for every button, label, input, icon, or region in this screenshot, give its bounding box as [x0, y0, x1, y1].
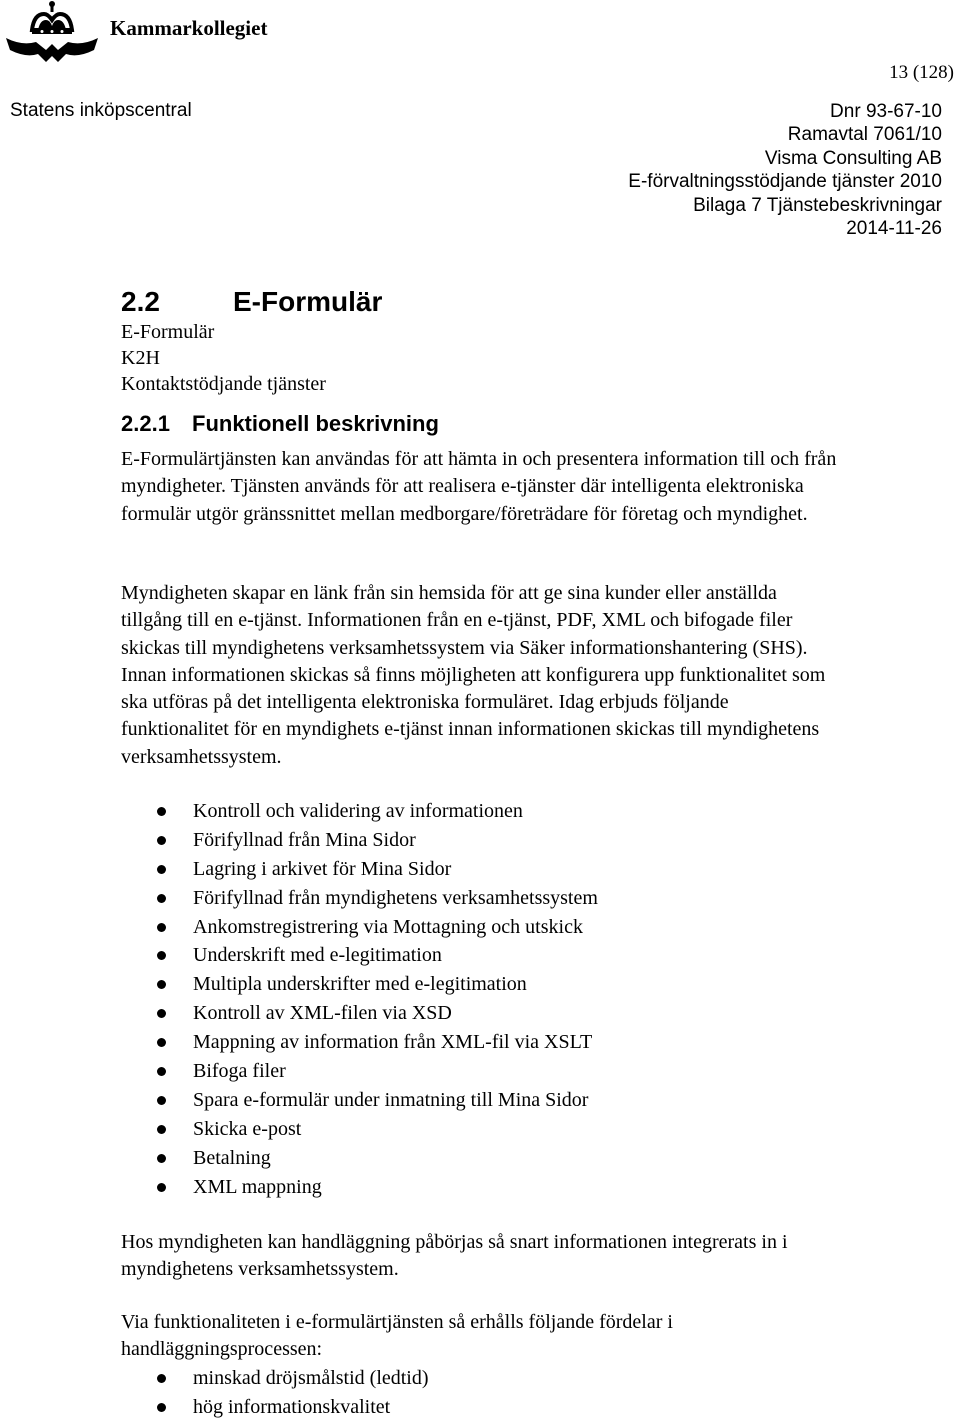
list-item: Betalning	[121, 1144, 841, 1173]
bullet-icon	[157, 923, 166, 932]
bullet-icon	[157, 951, 166, 960]
bullet-icon	[157, 1403, 166, 1412]
list-item: Mappning av information från XML-fil via XSLT	[121, 1028, 841, 1057]
service-category: Kontaktstödjande tjänster	[121, 373, 326, 395]
benefits-list	[121, 1364, 841, 1422]
bullet-icon	[157, 836, 166, 845]
page-number: 13 (128)	[889, 62, 954, 83]
bullet-icon	[157, 1067, 166, 1076]
functions-list	[121, 797, 841, 1201]
meta-ramavtal: Ramavtal 7061/10	[787, 124, 942, 146]
bullet-icon	[157, 1125, 166, 1134]
document-meta	[628, 100, 942, 240]
paragraph-handling: Hos myndigheten kan handläggning påbörjas så snart informationen integrerats in i myndighetens verksamhetssystem.	[121, 1231, 788, 1281]
paragraph-intro: E-Formulärtjänsten kan användas för att hämta in och presentera information till och från myndigheter. Tjänsten används för att realisera e-tjänster där intelligenta elektroniska formulär utgör gränssnittet mellan medborgare/företrädare för företag och myndighet.	[121, 448, 837, 525]
department-name: Statens inköpscentral	[10, 100, 192, 121]
crown-logo-icon	[2, 0, 102, 64]
bullet-icon	[157, 894, 166, 903]
meta-dnr: Dnr 93-67-10	[830, 101, 942, 122]
bullet-icon	[157, 1154, 166, 1163]
list-item: Förifyllnad från myndighetens verksamhetssystem	[121, 884, 841, 913]
service-name: E-Formulär	[121, 321, 215, 343]
bullet-icon	[157, 1374, 166, 1383]
meta-date: 2014-11-26	[846, 218, 942, 240]
list-item: Lagring i arkivet för Mina Sidor	[121, 855, 841, 884]
list-item: Kontroll av XML-filen via XSD	[121, 999, 841, 1028]
list-item: Multipla underskrifter med e-legitimation	[121, 970, 841, 999]
bullet-icon	[157, 807, 166, 816]
list-item: hög informationskvalitet	[121, 1393, 841, 1422]
list-item: Spara e-formulär under inmatning till Mina Sidor	[121, 1086, 841, 1115]
bullet-icon	[157, 865, 166, 874]
bullet-icon	[157, 1183, 166, 1192]
meta-attachment: Bilaga 7 Tjänstebeskrivningar	[693, 194, 942, 216]
service-code: K2H	[121, 347, 160, 369]
bullet-icon	[157, 980, 166, 989]
subsection-title: Funktionell beskrivning	[192, 411, 439, 436]
list-item: minskad dröjsmålstid (ledtid)	[121, 1364, 841, 1393]
list-item: Förifyllnad från Mina Sidor	[121, 826, 841, 855]
list-item: XML mappning	[121, 1173, 841, 1202]
section-number: 2.2	[121, 286, 160, 317]
subsection-number: 2.2.1	[121, 411, 170, 436]
bullet-icon	[157, 1096, 166, 1105]
paragraph-functionality: Myndigheten skapar en länk från sin hemsida för att ge sina kunder eller anställda tillgång till en e-tjänst. Informationen från en e-tjänst, PDF, XML och bifogade filer skickas till myndighetens verksamhetssystem via Säker informationshantering (SHS). Innan informationen skickas så finns möjligheten att konfigurera upp funktionalitet som ska utföras på det intelligenta elektroniska formuläret. Idag erbjuds följande funktionalitet för en myndighets e-tjänst innan informationen skickas till myndighetens verksamhetssystem.	[121, 582, 826, 768]
list-item: Underskrift med e-legitimation	[121, 941, 841, 970]
list-item: Bifoga filer	[121, 1057, 841, 1086]
bullet-icon	[157, 1009, 166, 1018]
list-item: Ankomstregistrering via Mottagning och utskick	[121, 913, 841, 942]
list-item: Skicka e-post	[121, 1115, 841, 1144]
bullet-icon	[157, 1038, 166, 1047]
list-item: Kontroll och validering av informationen	[121, 797, 841, 826]
meta-supplier: Visma Consulting AB	[764, 147, 942, 169]
org-name: Kammarkollegiet	[110, 16, 268, 40]
section-title: E-Formulär	[233, 286, 383, 317]
paragraph-benefits-intro: Via funktionaliteten i e-formulärtjänsten så erhålls följande fördelar i handläggningsprocessen:	[121, 1311, 673, 1361]
meta-service: E-förvaltningsstödjande tjänster 2010	[628, 171, 942, 193]
